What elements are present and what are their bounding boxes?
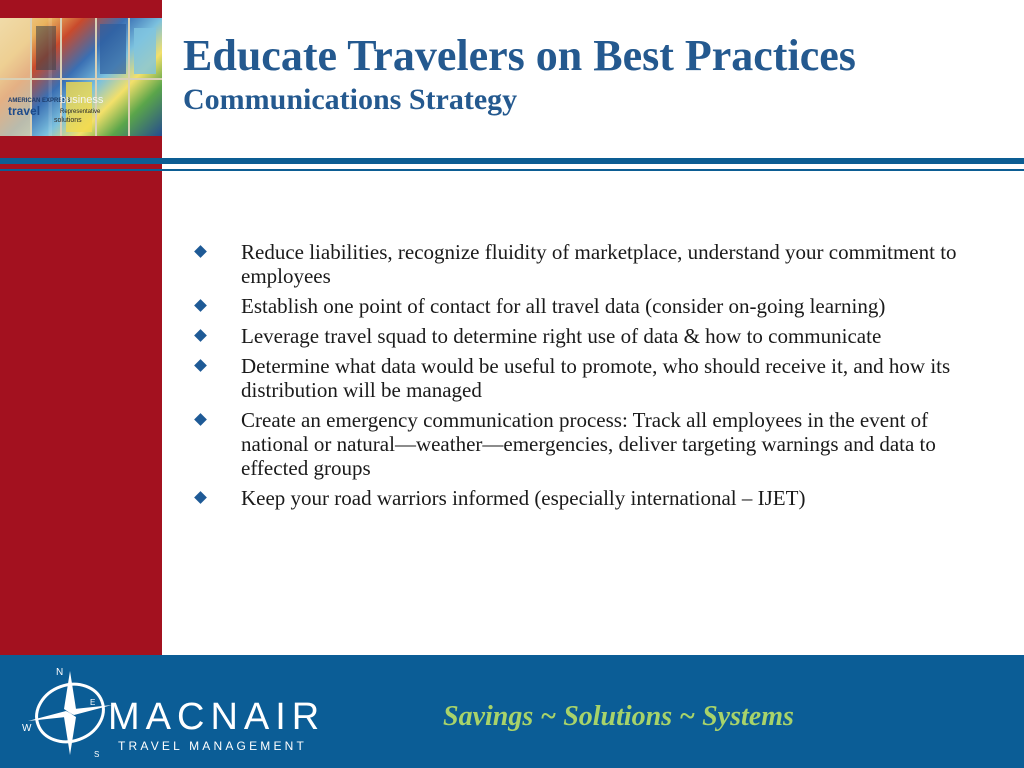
collage-text-2: travel [8,104,41,118]
footer-band [0,655,1024,768]
header-rule-thin [0,169,1024,171]
header-collage-image [0,18,162,136]
bullet-text: Leverage travel squad to determine right use of data & how to communicate [241,324,882,348]
diamond-bullet-icon [194,329,207,342]
collage-text-4: Representative [60,109,101,115]
bullet-item [192,294,982,318]
bullet-text: Create an emergency communication process: Track all employees in the event of national or natural—weather—emergencies, deliver targeting warnings and data to effected groups [241,408,936,480]
diamond-bullet-icon [194,245,207,258]
brand-subtitle: TRAVEL MANAGEMENT [118,739,308,753]
bullet-text: Keep your road warriors informed (especially international – IJET) [241,486,806,510]
bullet-item [192,486,982,510]
bullet-text: Reduce liabilities, recognize fluidity of marketplace, understand your commitment to employees [241,240,957,288]
bullet-item [192,240,982,288]
bullet-item [192,354,982,402]
compass-e-label: E [90,698,96,707]
slide-subtitle: Communications Strategy [183,83,518,116]
collage-text-3: business [60,94,104,106]
footer-tagline: Savings ~ Solutions ~ Systems [443,701,794,732]
compass-rose-icon [20,661,120,761]
diamond-bullet-icon [194,359,207,372]
diamond-bullet-icon [194,413,207,426]
collage-text-5: solutions [54,117,82,124]
bullet-item [192,408,982,480]
header-rule-thick [0,158,1024,164]
bullet-item [192,324,982,348]
brand-name: MACNAIR [108,696,326,738]
bullet-list [192,240,982,516]
bullet-text: Determine what data would be useful to promote, who should receive it, and how its distribution will be managed [241,354,951,402]
compass-n-label: N [56,667,64,678]
diamond-bullet-icon [194,491,207,504]
compass-w-label: W [22,723,32,734]
diamond-bullet-icon [194,299,207,312]
bullet-text: Establish one point of contact for all travel data (consider on-going learning) [241,294,886,318]
collage-text-1: AMERICAN EXPRESS [8,98,71,104]
slide-title: Educate Travelers on Best Practices [183,31,856,80]
compass-s-label: S [94,750,100,759]
